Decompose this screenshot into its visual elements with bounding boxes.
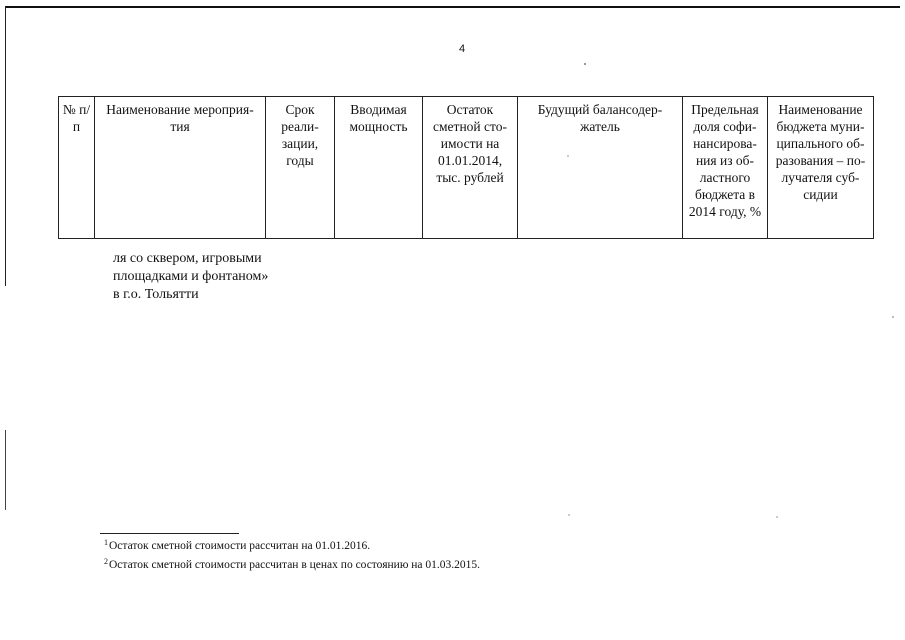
scan-speck <box>584 63 586 65</box>
header-cell-remaining-cost: Остаток сметной сто- имости на 01.01.2014, тыс. рублей <box>423 97 518 239</box>
scan-speck <box>776 516 778 518</box>
footnote-marker: 2 <box>104 557 108 566</box>
page-number: 4 <box>459 43 466 55</box>
header-cell-capacity: Вводимая мощность <box>335 97 423 239</box>
footnote-text: Остаток сметной стоимости рассчитан на 01.01.2016. <box>109 540 371 552</box>
measures-table <box>58 96 874 239</box>
continuation-line: в г.о. Тольятти <box>113 287 199 302</box>
scan-speck <box>892 316 894 318</box>
header-cell-measure-name: Наименование мероприя- тия <box>95 97 266 239</box>
header-cell-implementation-period: Срок реали- зации, годы <box>266 97 335 239</box>
table-header-row <box>59 97 874 239</box>
footnote-separator <box>100 533 239 534</box>
continuation-line: ля со сквером, игровыми <box>113 251 262 266</box>
header-cell-number: № п/п <box>59 97 95 239</box>
footnote-text: Остаток сметной стоимости рассчитан в ценах по состоянию на 01.03.2015. <box>109 559 481 571</box>
footnote-marker: 1 <box>104 538 108 547</box>
page-left-border <box>5 6 6 286</box>
footnote <box>104 535 480 554</box>
continuation-line: площадками и фонтаном» <box>113 269 269 284</box>
header-cell-cofinancing-share: Предельная доля софи- нансирова- ния из об- ластного бюджета в 2014 году, % <box>683 97 768 239</box>
header-cell-budget-recipient: Наименование бюджета муни- ципального об- разования – по- лучателя суб- сидии <box>768 97 874 239</box>
footnote <box>104 554 480 573</box>
scan-margin-mark <box>5 430 6 510</box>
scan-speck <box>568 514 570 516</box>
header-cell-future-holder: Будущий балансодер- жатель <box>518 97 683 239</box>
measure-name-continuation <box>113 250 268 304</box>
footnotes <box>104 535 480 573</box>
page-top-border <box>5 6 900 8</box>
